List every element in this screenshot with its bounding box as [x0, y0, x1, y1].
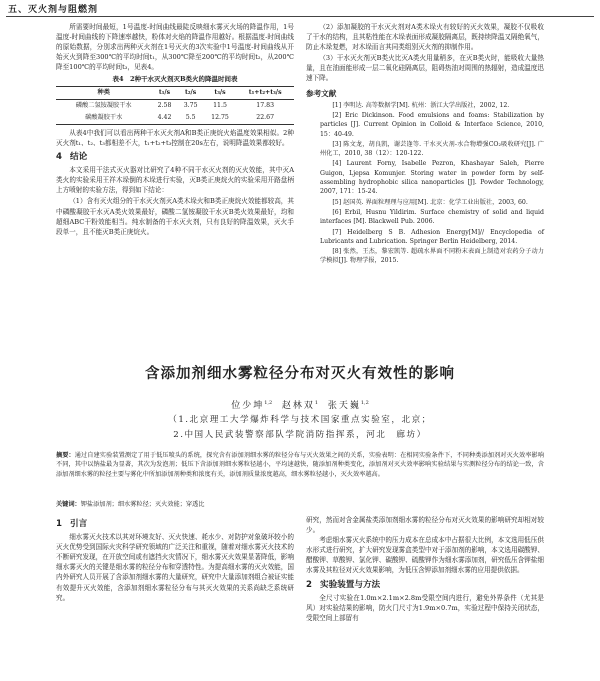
paragraph: 考虑细水雾灭火系统中的压力成本在总成本中占据很大比例，本文选用低压供水形式进行研究，扩大研究发现雾盒类型中对于添加剂的影响，本文选用碳酸钾、醋酸钾、草酸钾、氯化钾、碳酸钾、硫酸钾作为细水雾添加剂，研究低压含钾盐细水雾及其粒径对灭火效果影响，为低压含钾添加剂细水雾的应用提供依据。: [306, 536, 544, 575]
reference-item: [2] Eric Dickinson. Food emulsions and foams: Stabilization by particles [J]. Current Opinion in Colloid & Interface Science, 2010, 15：40-49.: [320, 111, 544, 138]
table-cell: 2.58: [157, 101, 172, 109]
reference-item: [6] Erbil, Husnu Yildirim. Surface chemistry of solid and liquid interfaces [M]. Blackwell Pub. 2006.: [320, 208, 544, 226]
table-header-cell: 种类: [97, 88, 110, 96]
section-title: 结论: [69, 152, 88, 163]
table-caption: 表4 2种干水灭火剂灭B类火的降温时间表: [112, 75, 238, 84]
section-heading-introduction: [56, 519, 294, 529]
table-cell: 碳酸凝胶干水: [85, 113, 123, 121]
table-cell: 12.75: [211, 113, 229, 121]
section-title: 实验装置与方法: [319, 579, 381, 590]
keywords-text: 钾盐添加剂；细水雾粒径；灭火效能；穿透比: [80, 501, 205, 508]
table-header-cell: t₃/s: [214, 88, 226, 96]
paragraph: （1）含有灭火组分的干水灭火剂灭A类木垛火和B类正庚烷火效能都较高，其中磷酸凝胶干水灭A类火效果最好，磷酸二氢铵凝胶干水灭B类火效果最好，均和超细ABC干粉效能相当。纯水制备的干水灭火剂，只有良好的降温效果，灭火手段单一，且不能灭B类正庚烷火。: [56, 197, 294, 236]
table-cell: 5.5: [185, 113, 196, 121]
section-number: 2: [306, 579, 312, 590]
author-affil-mark: 1,2: [264, 400, 273, 406]
affiliation-2: 2.中国人民武装警察部队学院消防指挥系，河北 廊坊）: [173, 430, 427, 440]
table-cell: 3.75: [183, 101, 198, 109]
header-rule: [6, 16, 594, 17]
paragraph: 本文采用干法式灭火器对比研究了4种不同干水灭火剂的灭火效能，其中灭A类火的实验采用王祥木垛倒的木垛进行实验，灭B类正庚烷火的实验采用开路盘柄上方喷射的实验方法，得到如下结论：: [56, 166, 294, 195]
paragraph: 细水雾灭火技术以其对环境友好、灭火快速、耗水少、对防护对象破坏较小的灭火优势受到国际火灾科学研究领域的广泛关注和重视，随着对细水雾灭火技术的不断研究发现，在开放空间或有遮挡火灾情况下，细水雾灭火效果显著降低，影响细水雾灭火的关键是细水雾的粒径分布和穿透特性。为提高细水雾的灭火效能，国内外研究人员开展了含添加剂细水雾的大量研究，研究中大量添加剂组合被证实能有效提升灭火效能，含添加剂细水雾粒径分布与其灭火效果的关系尚缺乏系统研究。: [56, 533, 294, 602]
table-row: [56, 99, 294, 112]
affiliation-1: （1.北京理工大学爆炸科学与技术国家重点实验室，北京；: [168, 415, 432, 425]
table-cell: 4.42: [157, 113, 172, 121]
reference-item: [8] 张然，王杰，黎宏凯等. 超疏水界面不同粉末表面上制造对农药分子动力学模拟[J]. 物理学报，2015.: [320, 248, 544, 265]
author-affil-mark: 1,2: [360, 400, 369, 406]
section-heading-method: [306, 580, 544, 590]
reference-item: [1] 李明达. 高等数据学[M]. 杭州：浙江大学出版社，2002, 12.: [332, 101, 510, 109]
abstract-label: 摘要：: [56, 452, 75, 459]
keywords: [56, 500, 544, 509]
table-header-cell: t₂/s: [184, 88, 197, 96]
table-header-cell: t₁/s: [158, 88, 171, 96]
abstract-text: 通过自建实验装置测定了用于低压喷头的系统，探究含有添加剂细水雾的粒径分布与灭火效果之间的关系，实验表明：在相同实验条件下，不同种类添加剂对灭火效率影响不同，其中以钠盐最为显著，其次为发泡剂；低压下含添加剂细水雾粒径越小，平均速越快，随添加剂种类变化，添加剂对灭火效率影响实验结果与实测粒径分布的结论一致，含添加剂细水雾的粒径主要与雾化中所加添加剂种类和浓度有关，添加剂质量浓度越高，细水雾粒径越小，灭火效率越高。: [56, 452, 545, 478]
table-cell: 11.5: [213, 101, 227, 109]
author-name: 张天巍: [327, 401, 361, 411]
paragraph: 全尺寸实验在1.0m×2.1m×2.8m受限空间内进行，避免外界条件（尤其是风）对实验结果的影响，防火门尺寸为1.9m×0.7m，实验过程中保持关闭状态，受限空间上部留有: [306, 593, 544, 622]
paragraph: 研究，然而对含金属盐类添加剂细水雾的粒径分布对灭火效果的影响研究却相对较少。: [306, 516, 544, 535]
author-name: 位少坤: [231, 401, 265, 411]
references-heading: 参考文献: [306, 88, 337, 98]
section-title: 引言: [69, 519, 88, 529]
article-right-column: [306, 515, 544, 623]
prev-article-left-column: [56, 22, 294, 238]
running-head: 五、灭火剂与阻燃剂: [8, 5, 99, 15]
keywords-label: 关键词：: [56, 501, 81, 508]
paragraph: 所需要时间最短，1号温度-时间曲线最陡反映细水雾灭火场的降温作用，1号温度-时间曲线的下降速率越快，粉体对火焰的降温作用越好。根据温度-时间曲线的原始数据，分别求出两种灭火剂在1号灭火的3次实验中1号温度-时间曲线从开始灭火到降至300℃的平均时间t₁，从300℃降至200℃的平均时间t₂，从200℃降至100℃的平均时间t₃，见表4。: [56, 23, 294, 72]
paragraph: 从表4中我们可以看出两种干水灭火剂A和B类正庚烷火焰温度效果相似。2种灭火剂t₁、t₂、t₃都相差不大，t₁+t₂+t₃控制在20s左右，说明降温效果都较好。: [56, 128, 294, 147]
table-row: [56, 112, 294, 125]
table-header-cell: t₁+t₂+t₃/s: [248, 88, 282, 96]
article-left-column: [56, 515, 294, 603]
table-cell: 磷酸二氢铵凝胶干水: [75, 101, 132, 109]
reference-item: [3] 陈文龙，胡良凯，谢芸逢等. 干水灭火剂-水合物增强CO₂吸收研究[J]. 广州化工，2010, 38（12）：120-122.: [320, 140, 544, 158]
article-title: 含添加剂细水雾粒径分布对灭火有效性的影响: [145, 366, 455, 382]
table-cell: 17.83: [256, 101, 275, 109]
author-name: 赵林双: [281, 401, 315, 411]
reference-item: [5] 赵国英. 界面粒理理与应用[M]. 北京：化学工业出版社，2003, 60.: [332, 198, 528, 206]
prev-article-right-column: [306, 22, 544, 267]
paragraph: （2）添加凝胶的干水灭火剂对A类木垛火有较好的灭火效果，凝胶不仅吸收了干水的结构，且其粘性能在木垛表面形成凝胶隔离层，既持续降温又隔绝氧气，防止木垛复燃，对木垛而言其同类组别灭火剂的抑制作用。: [306, 23, 544, 52]
cooling-time-table: [56, 86, 294, 125]
section-heading-conclusion: [56, 152, 294, 162]
author-affil-mark: 1: [314, 400, 319, 406]
abstract: [56, 451, 544, 479]
table-cell: 22.67: [256, 113, 275, 121]
reference-item: [7] Heidelberg S B. Adhesion Energy[M]// Encyclopedia of Lubricants and Lubrication. Springer Berlin Heidelberg, 2014.: [320, 228, 544, 245]
section-number: 4: [56, 152, 62, 163]
reference-item: [4] Laurent Forny, Isabelle Pezron, Khashayar Saleh, Pierre Guigon, Ljepsa Komunjer. Storing water in powder form by self-assembling hydrophobic silica nanoparticles [J]. Powder Technology, 2007, 171：15-24.: [320, 160, 544, 196]
paragraph: （3）干水灭火剂灭B类火比灭A类火用量稍多，在灭B类火时，能吸收大量热量，且在油面能形成一层二氧化硅隔离层，阻碍热油对周围的热辐射，造成温度迅速下降。: [306, 54, 544, 83]
section-number: 1: [56, 519, 62, 529]
author-line: [0, 398, 600, 411]
